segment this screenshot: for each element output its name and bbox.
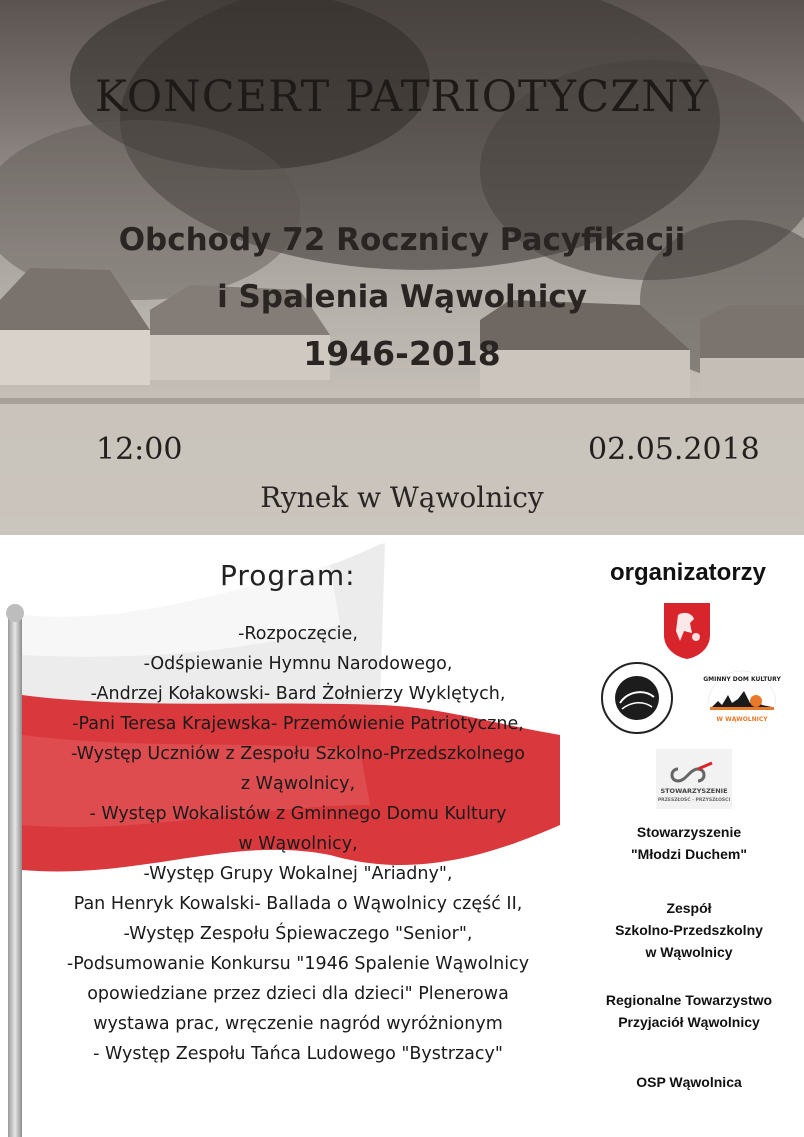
program-item: -Występ Grupy Wokalnej "Ariadny", [143,864,453,884]
program-item: wystawa prac, wręczenie nagród wyróżnionym [93,1014,503,1034]
organizer-school [584,897,794,963]
association-round-logo-icon [600,661,674,735]
program-item: -Andrzej Kołakowski- Bard Żołnierzy Wyklętych, [90,684,506,704]
program-item: Pan Henryk Kowalski- Ballada o Wąwolnicy część II, [73,894,523,914]
organizer-mlodzi-duchem [584,821,794,865]
lower-section [0,535,804,1137]
organizers-heading: organizatorzy [609,559,767,586]
program-heading: Program: [220,559,356,592]
program-item: w Wąwolnicy, [238,834,358,854]
subtitle-line-1: Obchody 72 Rocznicy Pacyfikacji [118,222,686,258]
program-item: -Podsumowanie Konkursu "1946 Spalenie Wąwolnicy [66,954,530,974]
organizer-line: Przyjaciół Wąwolnicy [618,1014,760,1030]
event-place: Rynek w Wąwolnicy [260,481,544,514]
organizer-line: Stowarzyszenie [636,824,742,840]
stow-logo-bottom-text: PRZESZŁOŚĆ - PRZYSZŁOŚCI [657,798,731,803]
gdk-logo-top-text: GMINNY DOM KULTURY [703,676,781,683]
organizer-line: Zespół [666,900,712,916]
program-item: -Pani Teresa Krajewska- Przemówienie Patriotyczne, [72,714,524,734]
event-title: KONCERT PATRIOTYCZNY [94,72,710,122]
organizer-line: Szkolno-Przedszkolny [615,922,763,938]
organizer-regional-society [584,989,794,1033]
organizer-osp [584,1071,794,1093]
event-time: 12:00 [96,432,183,467]
stow-logo-top-text: STOWARZYSZENIE [660,787,728,795]
program-item: - Występ Zespołu Tańca Ludowego "Bystrzacy" [93,1044,503,1064]
coat-of-arms-icon [662,601,712,661]
program-list [14,619,582,1069]
association-przeszlosc-logo-icon [656,749,732,809]
program-item: -Występ Uczniów z Zespołu Szkolno-Przedszkolnego [71,744,525,764]
event-date: 02.05.2018 [588,432,760,467]
subtitle-line-2: i Spalenia Wąwolnicy [217,279,587,315]
organizer-line: Regionalne Towarzystwo [605,992,773,1008]
organizer-line: w Wąwolnicy [645,944,733,960]
organizer-line: "Młodzi Duchem" [631,846,747,862]
program-item: z Wąwolnicy, [240,774,356,794]
program-item: - Występ Wokalistów z Gminnego Domu Kultury [89,804,507,824]
organizer-line: OSP Wąwolnica [636,1074,742,1090]
gdk-logo-bottom-text: W WĄWOLNICY [716,716,768,723]
event-years: 1946-2018 [303,334,501,373]
hero-banner [0,0,804,535]
cultural-centre-logo-icon [698,661,786,731]
program-item: opowiedziane przez dzieci dla dzieci" Plenerowa [87,984,509,1004]
program-item: -Występ Zespołu Śpiewaczego "Senior", [123,924,473,944]
program-item: -Rozpoczęcie, [238,624,358,644]
program-item: -Odśpiewanie Hymnu Narodowego, [143,654,453,674]
